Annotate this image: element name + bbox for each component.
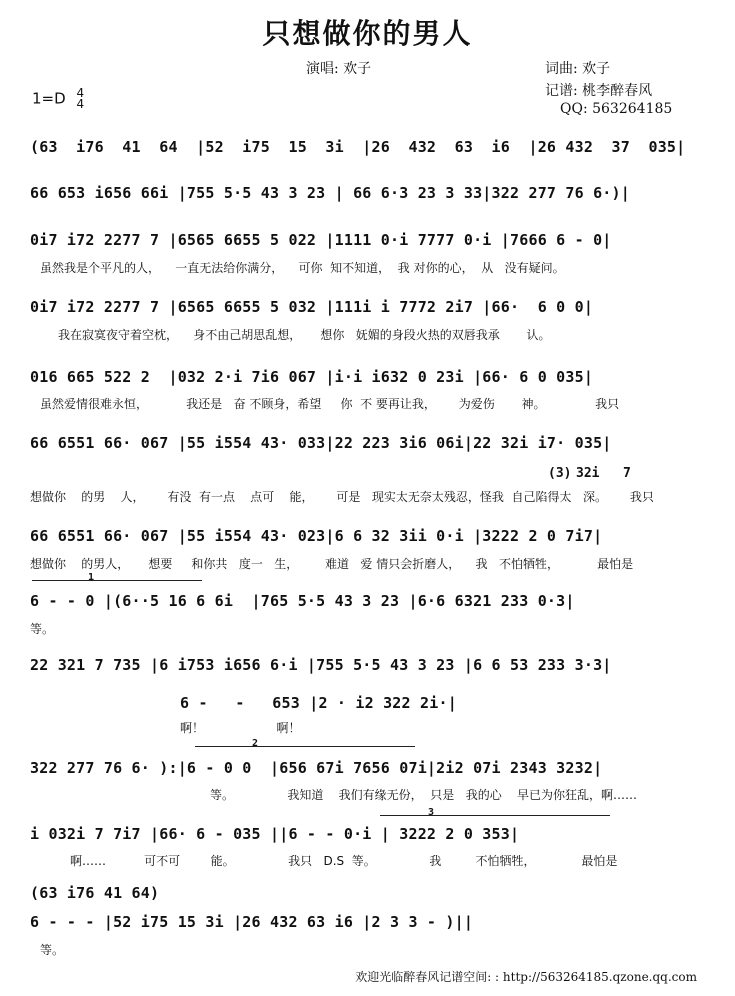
transcriber-credit: 记谱: 桃李醉春风	[545, 83, 653, 99]
score-line-14: 6 - - - |52 i75 15 3i |26 432 63 i6 |2 3 3 - )||	[30, 913, 474, 931]
key-label: 1=D	[32, 89, 66, 108]
singer-credit: 演唱: 欢子	[306, 61, 372, 77]
lyrics-line-12: 啊…… 可不可 能。 我只 D.S 等。 我 不怕牺牲， 最怕是	[70, 854, 618, 868]
score-line-7: 66 6551 66· 067 |55 i554 43· 023|6 6 32 3ii 0·i |3222 2 0 7i7|	[30, 527, 603, 545]
time-sig-top: 4	[76, 86, 85, 100]
score-line-10: 6 - - 653 |2 · i2 322 2i·|	[180, 694, 457, 712]
lyrics-line-3: 虽然我是个平凡的人， 一直无法给你满分， 可你 知不知道， 我 对你的心， 从 没有疑问。	[40, 261, 565, 275]
alt-phrase-tail: 7	[623, 466, 631, 481]
score-line-12: i 032i 7 7i7 |66· 6 - 035 ||6 - - 0·i | 3222 2 0 353|	[30, 825, 520, 843]
key-signature	[32, 88, 84, 110]
score-line-11: 322 277 76 6· ):|6 - 0 0 |656 67i 7656 07i|2i2 07i 2343 3232|	[30, 759, 603, 777]
lyrics-line-10: 啊！ 啊！	[180, 721, 301, 735]
score-line-6: 66 6551 66· 067 |55 i554 43· 033|22 223 3i6 06i|22 32i i7· 035|	[30, 434, 612, 452]
score-line-13: (63 i76 41 64)	[30, 884, 160, 902]
time-sig-bottom: 4	[76, 97, 85, 111]
lyrics-line-8: 等。	[30, 622, 55, 636]
lyrics-line-4: 我在寂寞夜守着空枕， 身不由己胡思乱想， 想你 妩媚的身段火热的双唇我承 认。	[58, 328, 551, 342]
qq-number: QQ: 563264185	[560, 101, 673, 117]
score-line-1: (63 i76 41 64 |52 i75 15 3i |26 432 63 i6 |26 432 37 035|	[30, 138, 686, 156]
time-signature	[76, 88, 84, 110]
score-line-4: 0i7 i72 2277 7 |6565 6655 5 032 |111i i 7772 2i7 |66· 6 0 0|	[30, 298, 594, 316]
footer-link[interactable]: 欢迎光临醉春风记谱空间: : http://563264185.qzone.qq.com	[355, 970, 697, 984]
ending-2-bracket	[195, 746, 415, 747]
score-line-5: 016 665 522 2 |032 2·i 7i6 067 |i·i i632 0 23i |66· 6 0 035|	[30, 368, 594, 386]
composer-credit: 词曲: 欢子	[545, 61, 611, 77]
lyrics-line-6: 想做你 的男 人， 有没 有一点 点可 能， 可是 现实太无奈太残忍，怪我 自己陷得太 深。 我只	[30, 490, 654, 504]
alt-phrase-notes: 32i	[576, 466, 600, 481]
ending-3-bracket	[380, 815, 610, 816]
score-line-8: 6 - - 0 |(6··5 16 6 6i |765 5·5 43 3 23 |6·6 6321 233 0·3|	[30, 592, 575, 610]
score-line-2: 66 653 i656 66i |755 5·5 43 3 23 | 66 6·3 23 3 33|322 277 76 6·)|	[30, 184, 630, 202]
song-title: 只想做你的男人	[262, 17, 473, 50]
score-line-9: 22 321 7 735 |6 i753 i656 6·i |755 5·5 43 3 23 |6 6 53 233 3·3|	[30, 656, 612, 674]
ending-1-bracket	[32, 580, 202, 581]
score-line-3: 0i7 i72 2277 7 |6565 6655 5 022 |1111 0·i 7777 0·i |7666 6 - 0|	[30, 231, 612, 249]
lyrics-line-7: 想做你 的男人， 想要 和你共 度一 生， 难道 爱 情只会折磨人， 我 不怕牺牲， 最怕是	[30, 557, 634, 571]
lyrics-line-11: 等。 我知道 我们有缘无份， 只是 我的心 早已为你狂乱，啊……	[210, 788, 637, 802]
lyrics-line-5: 虽然爱情很难永恒， 我还是 奋 不顾身，希望 你 不 要再让我， 为爱伤 神。 我只	[40, 397, 620, 411]
ending-2-label: 2	[252, 738, 259, 749]
ending-1-label: 1	[88, 572, 95, 583]
lyrics-line-14: 等。	[40, 943, 65, 957]
ending-3-label: 3	[428, 807, 435, 818]
alt-phrase-marker: (3)	[548, 466, 572, 481]
